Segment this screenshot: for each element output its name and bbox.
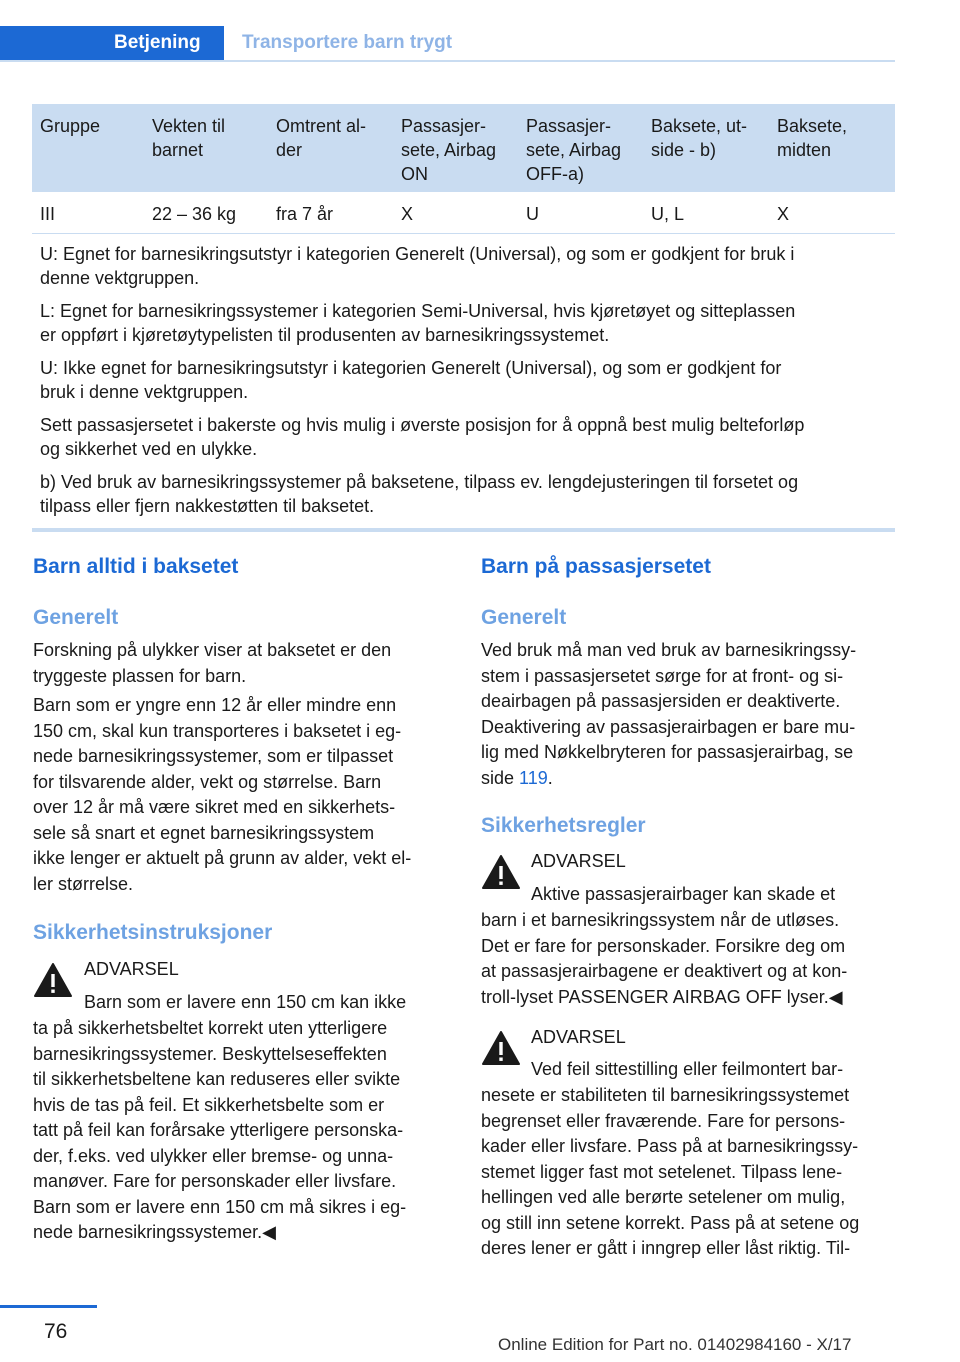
warning-triangle-icon: [33, 962, 73, 998]
warning-triangle-icon: [481, 854, 521, 890]
table-cell-rear-outer: U, L: [651, 204, 685, 224]
table-row-divider: [32, 233, 895, 234]
table-note-u: U: Egnet for barnesikringsutstyr i kategorien Generelt (Universal), og som er godkjent for bruk i denne vektgruppen.: [40, 244, 795, 288]
table-cell-rear-middle: X: [777, 204, 790, 224]
header-section-title[interactable]: Transportere barn trygt: [242, 32, 453, 53]
table-header-age: Omtrent al- der: [276, 116, 367, 160]
table-header-rear-middle: Baksete, midten: [777, 116, 848, 160]
left-paragraph-2: Barn som er yngre enn 12 år eller mindre enn 150 cm, skal kun transporteres i baksetet i eg- nede barnesikringssystemer, som er tilpasset for tilsvarende alder, vekt og størrelse. Barn over 12 år må være sikret med en sikkerhets- sele så snart et egnet barnesikringssystem ikke lenger er aktuelt på grunn av alder, vekt el- ler størrelse.: [33, 695, 412, 894]
left-warning-label: ADVARSEL: [84, 959, 179, 979]
footer-rule: [0, 1305, 97, 1308]
right-rules-heading: Sikkerhetsregler: [481, 814, 646, 837]
right-warning2-first-line: Ved feil sittestilling eller feilmontert bar-: [531, 1059, 844, 1079]
left-paragraph-1: Forskning på ulykker viser at baksetet er den tryggeste plassen for barn.: [33, 640, 392, 686]
table-header-rear-outer: Baksete, ut- side - b): [651, 116, 748, 160]
right-warning2-label: ADVARSEL: [531, 1027, 626, 1047]
header-tab-label[interactable]: Betjening: [114, 32, 201, 53]
table-header-group: Gruppe: [40, 116, 101, 136]
table-header-passenger-off: Passasjer- sete, Airbag OFF-a): [526, 116, 622, 184]
table-bottom-rule: [32, 528, 895, 532]
table-note-a: Sett passasjersetet i bakerste og hvis mulig i øverste posisjon for å oppnå best mulig belteforløp og sikkerhet ved en ulykke.: [40, 415, 805, 459]
right-warning1-label: ADVARSEL: [531, 851, 626, 871]
left-warning-text: ta på sikkerhetsbeltet korrekt uten ytterligere barnesikringssystemer. Beskyttelseseffekten til sikkerhetsbeltene kan reduseres eller svikte hvis de tas på feil. Et sikkerhetsbelte som er tatt på feil kan forårsake ytterligere personska- der, f.eks. ved ulykker eller bremse- og unna- manøver. Fare for personskader eller livsfare. Barn som er lavere enn 150 cm må sikres i eg- nede barnesikringssystemer.◀: [33, 1018, 407, 1242]
right-warning1-text: barn i et barnesikringssystem når de utløses. Det er fare for personskader. Forsikre deg om at passasjerairbagene er deaktivert og at kon- troll-lyset PASSENGER AIRBAG OFF lyser.◀: [481, 910, 848, 1007]
warning-triangle-icon: [481, 1030, 521, 1066]
table-cell-passenger-off: U: [526, 204, 539, 224]
page-number: 76: [44, 1320, 68, 1343]
page-reference-link[interactable]: 119: [519, 767, 548, 788]
table-note-l: L: Egnet for barnesikringssystemer i kategorien Semi-Universal, hvis kjøretøyet og sitteplassen er oppført i kjøretøytypelisten til produsenten av barnesikringssystemet.: [40, 301, 796, 345]
left-section-title: Barn alltid i baksetet: [33, 555, 239, 578]
right-warning2-text: nesete er stabiliteten til barnesikringssystemet begrenset eller fraværende. Fare for persons- kader eller livsfare. Pass på at barnesikringssy- stemet ligger fast mot setelenet. Tilpass lene- hellingen ved alle berørte setelener om mulig, og still inn setene korrekt. Pass på at setene og deres lener er gått i inngrep eller låst riktig. Til-: [481, 1085, 860, 1258]
left-warning-first-line: Barn som er lavere enn 150 cm kan ikke: [84, 992, 407, 1012]
right-warning1-first-line: Aktive passasjerairbager kan skade et: [531, 884, 836, 904]
left-general-heading: Generelt: [33, 606, 119, 629]
right-paragraph-1: Ved bruk må man ved bruk av barnesikringssy- stem i passasjersetet sørge for at front- og si- deairbagen på passasjersiden er deaktiverte. Deaktivering av passasjerairbagen er bare mu- lig med Nøkkelbryteren for passasjerairbag, se side 119.: [481, 640, 857, 788]
table-cell-weight: 22 – 36 kg: [152, 204, 237, 224]
left-safety-heading: Sikkerhetsinstruksjoner: [33, 921, 273, 944]
table-header-weight: Vekten til barnet: [152, 116, 226, 160]
table-header-passenger-on: Passasjer- sete, Airbag ON: [401, 116, 497, 184]
table-cell-group: III: [40, 204, 56, 224]
right-general-heading: Generelt: [481, 606, 567, 629]
right-section-title: Barn på passasjersetet: [481, 555, 711, 578]
table-cell-passenger-on: X: [401, 204, 414, 224]
footer-edition: Online Edition for Part no. 01402984160 - X/17: [498, 1335, 852, 1354]
table-cell-age: fra 7 år: [276, 204, 334, 224]
header-rule: [0, 60, 895, 62]
table-note-b: b) Ved bruk av barnesikringssystemer på baksetene, tilpass ev. lengdejusteringen til forsetet og tilpass eller fjern nakkestøtten til baksetet.: [40, 472, 799, 516]
table-note-u-not: U: Ikke egnet for barnesikringsutstyr i kategorien Generelt (Universal), og som er godkjent for bruk i denne vektgruppen.: [40, 358, 782, 402]
